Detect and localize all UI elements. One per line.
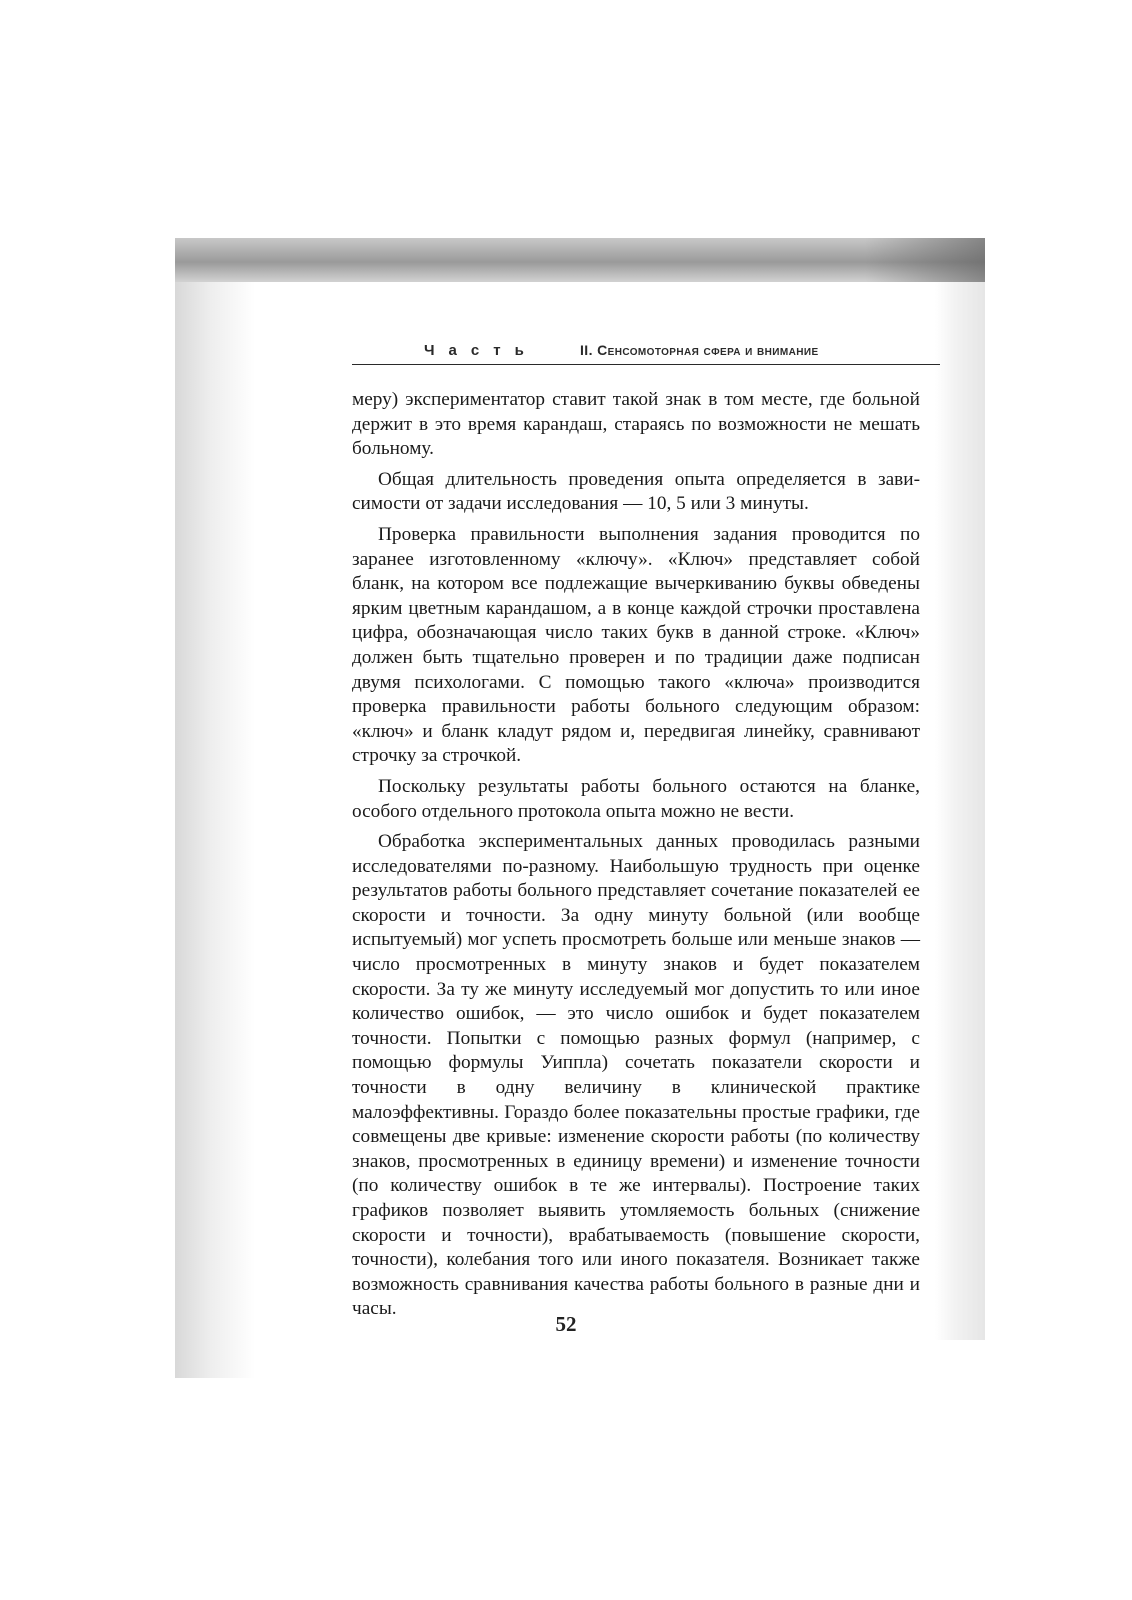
scan-shadow-right (935, 280, 985, 1340)
scan-shadow-left (175, 238, 255, 1378)
body-text (352, 388, 920, 1328)
paragraph: Проверка правильности выполнения задания проводится по заранее изготовленному «ключу». «Ключ» представляет собой бланк, на котором все подлежащие вычеркиванию буквы обведены ярким цветным карандашом, а в конце каждой строчки проставлена цифра, обозначающая число таких букв в данной строке. «Ключ» должен быть тщательно проверен и по традиции даже подписан двумя психологами. С помощью такого «ключа» производится проверка правильности работы больного следующим образом: «ключ» и бланк кладут рядом и, передвигая линейку, сравнивают строчку за строчкой. (352, 523, 920, 767)
running-head-section: II. Сенсомоторная сфера и внимание (580, 342, 819, 358)
paragraph: Общая длительность проведения опыта определяется в зависимости от задачи исследования — 10, 5 или 3 минуты. (352, 468, 920, 515)
running-head (352, 340, 940, 365)
paragraph: меру) экспериментатор ставит такой знак в том месте, где больной держит в это время карандаш, стараясь по возможности не мешать больному. (352, 389, 920, 460)
scan-shadow-top (175, 238, 985, 282)
paragraph: Обработка экспериментальных данных проводилась разными исследователями по-разному. Наибольшую трудность при оценке результатов работы больного представляет сочетание показателей ее скорости и точности. За одну минуту больной (или вообще испытуемый) мог успеть просмотреть больше или меньше знаков — число просмотренных в минуту знаков и будет показателем скорости. За ту же минуту исследуемый мог допустить то или иное количество ошибок, — это число ошибок и будет показателем точности. Попытки с помощью разных формул (например, с помощью формулы Уиппла) сочетать показатели скорости и точности в одну величину в клинической практике малоэффективны. Гораздо более показательны простые графики, где совмещены две кривые: изменение скорости работы (по количеству знаков, просмотренных в единицу времени) и изменение точности (по количеству ошибок в те же интервалы). Построение таких графиков позволяет выявить утомляемость больных (снижение скорости и точности), врабатываемость (повышение скорости, точности), колебания того или иного показателя. Возникает также возможность сравнивания качества работы больного в разные дни и часы. (352, 831, 920, 1320)
paragraph: Поскольку результаты работы больного остаются на бланке, особого отдельного протокола опыта можно не вести. (352, 775, 920, 822)
running-head-part: Часть (424, 342, 538, 359)
page-number: 52 (555, 1312, 577, 1336)
